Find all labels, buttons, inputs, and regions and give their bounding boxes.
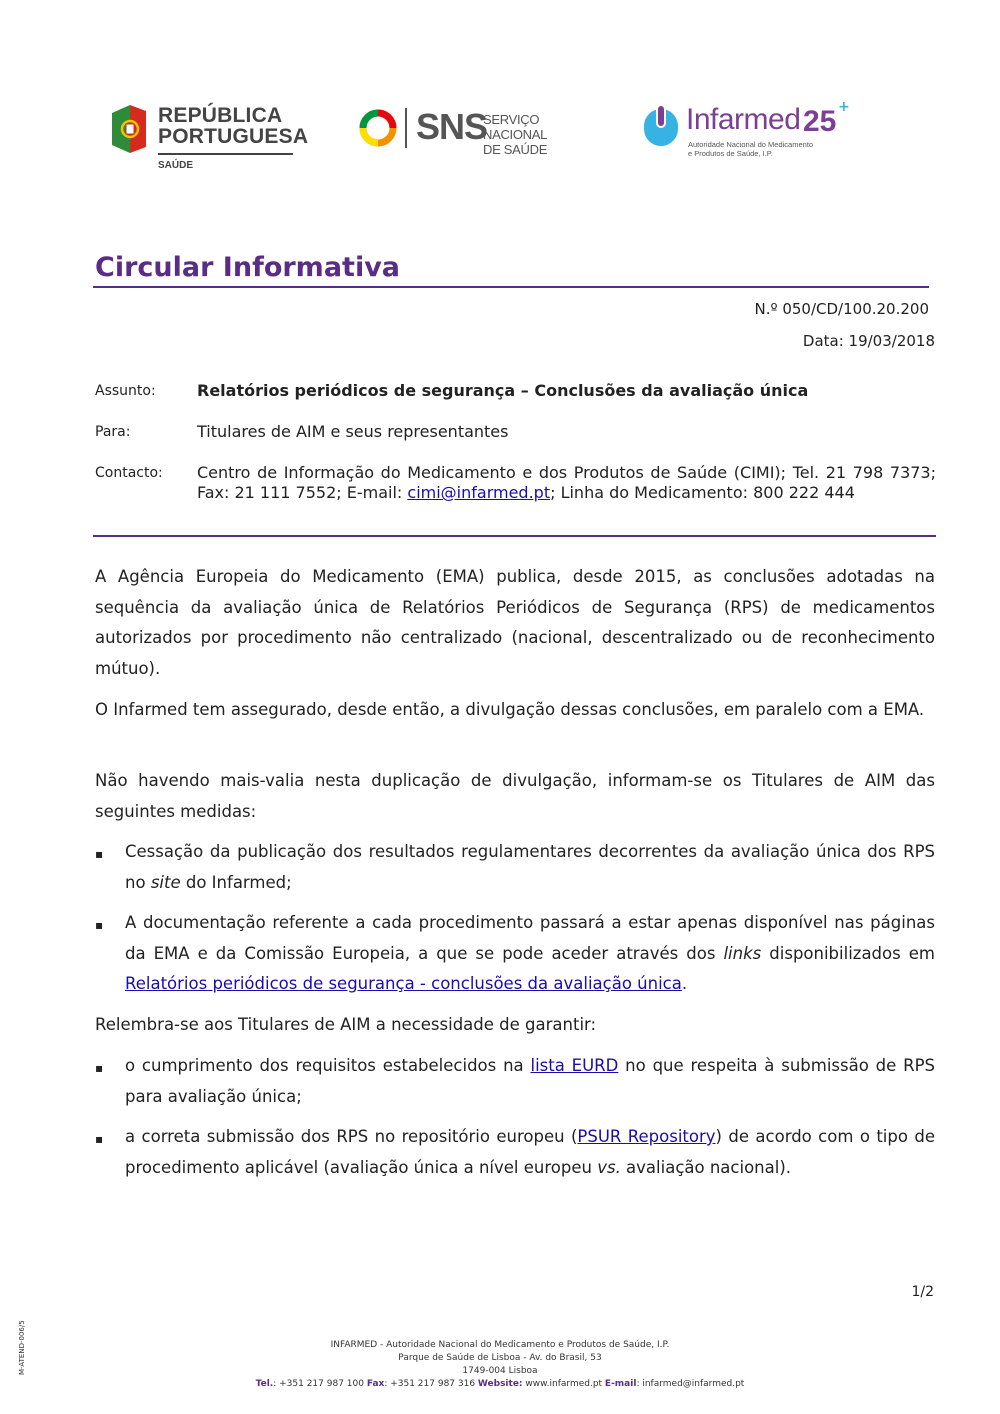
meta-divider xyxy=(93,535,936,537)
bullet-4-text-end: avaliação nacional). xyxy=(620,1157,792,1177)
infarmed-sub2: e Produtos de Saúde, I.P. xyxy=(688,149,773,158)
footer-line-2: Parque de Saúde de Lisboa - Av. do Brasil, 53 xyxy=(398,1353,602,1363)
infarmed-25-mark: 25 xyxy=(803,105,837,138)
footer-tel-label: Tel. xyxy=(255,1379,274,1389)
para-value: Titulares de AIM e seus representantes xyxy=(197,422,509,441)
bullet-1-text-end: do Infarmed; xyxy=(180,872,292,892)
bullet-1-em: site xyxy=(150,872,181,892)
infarmed-plus-mark: + xyxy=(838,99,850,115)
bullet-1-text: Cessação da publicação dos resultados regulamentares decorrentes da avaliação única dos RPS no xyxy=(125,842,935,892)
document-code: M-ATEND-006/5 xyxy=(18,1320,26,1375)
footer-email: : infarmed@infarmed.pt xyxy=(636,1379,745,1389)
contacto-text: Centro de Informação do Medicamento e dos Produtos de Saúde (CIMI); Tel. 21 798 7373; Fax: 21 111 7552; E-mail: xyxy=(197,463,936,502)
contacto-label: Contacto: xyxy=(95,465,163,481)
rp-line1: REPÚBLICA xyxy=(158,104,283,127)
psur-repository-link[interactable]: PSUR Repository xyxy=(577,1127,716,1146)
rp-divider xyxy=(158,153,293,155)
bullet-3 xyxy=(125,1051,935,1112)
eurd-list-link[interactable]: lista EURD xyxy=(530,1056,619,1075)
portugal-emblem-icon xyxy=(110,103,148,155)
sns-logo xyxy=(358,106,588,157)
bullet-marker: ▪ xyxy=(95,1132,104,1146)
assunto-label: Assunto: xyxy=(95,383,156,399)
bullet-1 xyxy=(125,837,935,898)
sns-separator xyxy=(405,108,407,148)
paragraph-2: O Infarmed tem assegurado, desde então, a divulgação dessas conclusões, em paralelo com a EMA. xyxy=(95,700,925,719)
footer-website: www.infarmed.pt xyxy=(522,1379,605,1389)
infarmed-wordmark: Infarmed xyxy=(686,103,801,136)
bullet-4-text-mid: ) de acordo com o tipo de procedimento aplicável (avaliação única a nível europeu xyxy=(125,1127,935,1177)
sns-line1: SERVIÇO NACIONAL xyxy=(483,112,548,142)
bullet-4 xyxy=(125,1122,935,1183)
bullet-2-text: A documentação referente a cada procedimento passará a estar apenas disponível nas páginas da EMA e da Comissão Europeia, a que se pode aceder através dos xyxy=(125,913,935,963)
rp-subtitle: SAÚDE xyxy=(158,160,194,171)
paragraph-1: A Agência Europeia do Medicamento (EMA) publica, desde 2015, as conclusões adotadas na sequência da avaliação única de Relatórios Periódicos de Segurança (RPS) de medicamentos autorizados por procedimento não centralizado (nacional, descentralizado ou de reconhecimento mútuo). xyxy=(95,567,935,678)
bullet-3-text-end: no que respeita à submissão de RPS para avaliação única; xyxy=(125,1056,935,1106)
infarmed-drop-icon xyxy=(640,105,682,147)
paragraph-3: Não havendo mais-valia nesta duplicação de divulgação, informam-se os Titulares de AIM das seguintes medidas: xyxy=(95,771,935,821)
footer-fax-label: Fax xyxy=(366,1379,385,1389)
bullet-2 xyxy=(125,908,935,1000)
infarmed-sub1: Autoridade Nacional do Medicamento xyxy=(688,140,814,149)
assunto-value: Relatórios periódicos de segurança – Conclusões da avaliação única xyxy=(197,381,809,400)
contacto-value xyxy=(197,463,936,503)
bullet-4-text: a correta submissão dos RPS no repositório europeu ( xyxy=(125,1127,578,1146)
title-divider xyxy=(93,286,929,288)
circular-number: N.º 050/CD/100.20.200 xyxy=(754,300,929,318)
paragraph-4: Relembra-se aos Titulares de AIM a necessidade de garantir: xyxy=(95,1015,597,1034)
footer-line-3: 1749-004 Lisboa xyxy=(462,1366,538,1376)
sns-acronym: SNS xyxy=(416,106,488,147)
footer-fax: : +351 217 987 316 xyxy=(384,1379,478,1389)
sns-ring-icon xyxy=(358,108,398,148)
page-number: 1/2 xyxy=(911,1284,934,1300)
contacto-text-end: ; Linha do Medicamento: 800 222 444 xyxy=(550,483,855,502)
rp-line2: PORTUGUESA xyxy=(158,125,309,148)
bullet-marker: ▪ xyxy=(95,847,104,861)
footer-contacts xyxy=(0,1378,1000,1391)
page-title: Circular Informativa xyxy=(95,252,401,283)
bullet-3-text: o cumprimento dos requisitos estabelecidos na xyxy=(125,1056,531,1075)
bullet-2-em: links xyxy=(723,943,762,963)
bullet-marker: ▪ xyxy=(95,918,104,932)
rps-conclusions-link[interactable]: Relatórios periódicos de segurança - conclusões da avaliação única xyxy=(125,974,682,993)
republica-portuguesa-logo xyxy=(110,103,309,173)
footer-tel: : +351 217 987 100 xyxy=(273,1379,367,1389)
bullet-2-text-mid: disponibilizados em xyxy=(761,943,935,963)
footer-mail-label: E-mail xyxy=(604,1379,637,1389)
contact-email-link[interactable]: cimi@infarmed.pt xyxy=(407,483,551,502)
footer-web-label: Website: xyxy=(477,1379,523,1389)
bullet-4-em: vs. xyxy=(597,1157,621,1177)
sns-line2: DE SAÚDE xyxy=(483,142,548,157)
infarmed-logo xyxy=(640,99,855,163)
circular-date: Data: 19/03/2018 xyxy=(802,332,935,350)
bullet-2-text-end: . xyxy=(681,974,688,993)
footer-line-1: INFARMED - Autoridade Nacional do Medicamento e Produtos de Saúde, I.P. xyxy=(330,1340,670,1350)
para-label: Para: xyxy=(95,424,131,440)
bullet-marker: ▪ xyxy=(95,1061,104,1075)
